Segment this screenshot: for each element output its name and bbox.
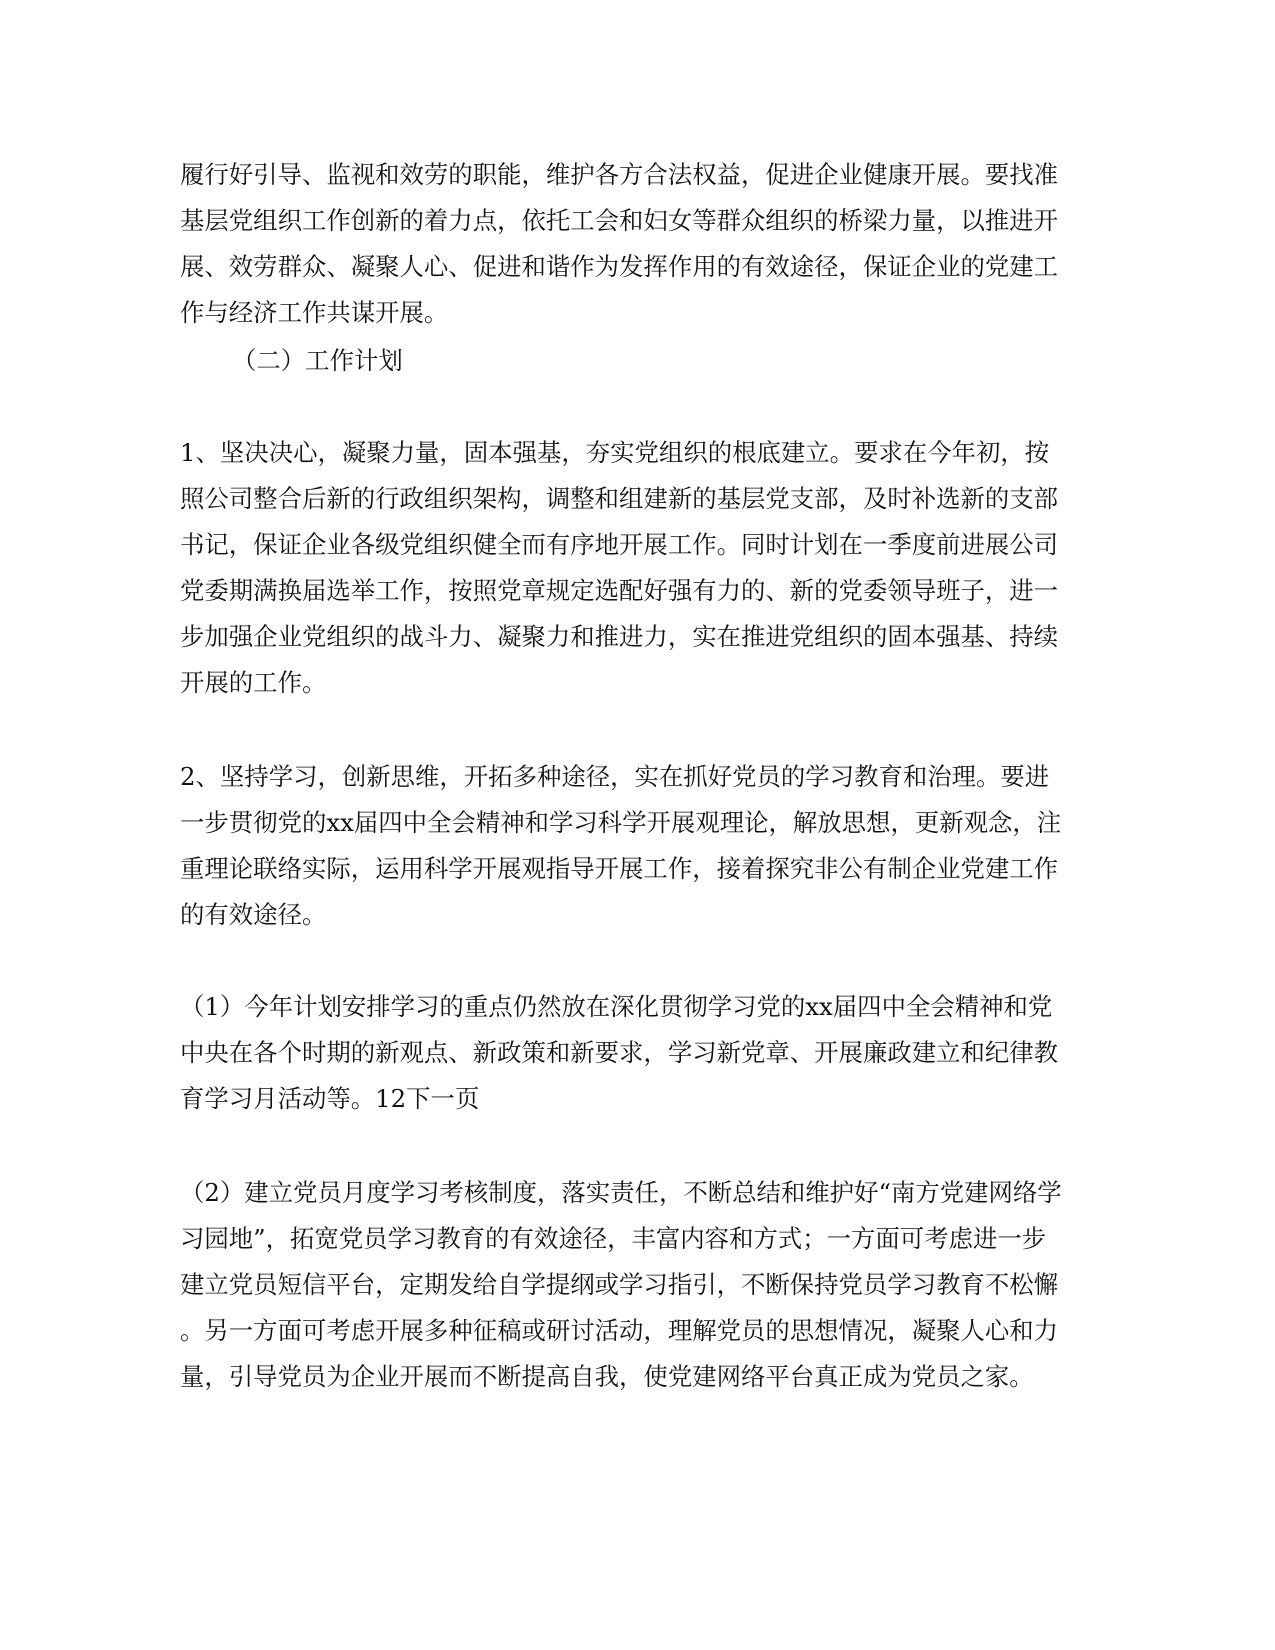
text-line: 的有效途径。 (180, 900, 327, 929)
text-line: 一步贯彻党的xx届四中全会精神和学习科学开展观理论，解放思想，更新观念，注 (180, 808, 1062, 837)
text-line: 量，引导党员为企业开展而不断提高自我，使党建网络平台真正成为党员之家。 (180, 1362, 1034, 1391)
text-line: 步加强企业党组织的战斗力、凝聚力和推进力，实在推进党组织的固本强基、持续 (180, 622, 1059, 651)
text-line: 习园地”，拓宽党员学习教育的有效途径，丰富内容和方式；一方面可考虑进一步 (180, 1224, 1047, 1253)
text-line: 展、效劳群众、凝聚人心、促进和谐作为发挥作用的有效途径，保证企业的党建工 (180, 252, 1059, 281)
text-line: 书记，保证企业各级党组织健全而有序地开展工作。同时计划在一季度前进展公司 (180, 530, 1059, 559)
text-line: 开展的工作。 (180, 668, 327, 697)
text-line: 党委期满换届选举工作，按照党章规定选配好强有力的、新的党委领导班子，进一 (180, 576, 1059, 605)
text-line: 作与经济工作共谋开展。 (180, 298, 449, 327)
text-line: （1）今年计划安排学习的重点仍然放在深化贯彻学习党的xx届四中全会精神和党 (180, 992, 1053, 1021)
section-heading: （二）工作计划 (232, 346, 403, 375)
text-line: 建立党员短信平台，定期发给自学提纲或学习指引，不断保持党员学习教育不松懈 (180, 1270, 1059, 1299)
text-line: 中央在各个时期的新观点、新政策和新要求，学习新党章、开展廉政建立和纪律教 (180, 1038, 1059, 1067)
text-line: 育学习月活动等。12下一页 (180, 1084, 480, 1113)
text-line: 。另一方面可考虑开展多种征稿或研讨活动，理解党员的思想情况，凝聚人心和力 (180, 1316, 1059, 1345)
text-line: 基层党组织工作创新的着力点，依托工会和妇女等群众组织的桥梁力量，以推进开 (180, 206, 1059, 235)
text-line: 2、坚持学习，创新思维，开拓多种途径，实在抓好党员的学习教育和治理。要进 (180, 762, 1050, 791)
text-line: 1、坚决决心，凝聚力量，固本强基，夯实党组织的根底建立。要求在今年初，按 (180, 438, 1050, 467)
text-line: 重理论联络实际，运用科学开展观指导开展工作，接着探究非公有制企业党建工作 (180, 854, 1059, 883)
text-line: 履行好引导、监视和效劳的职能，维护各方合法权益，促进企业健康开展。要找准 (180, 160, 1059, 189)
text-line: （2）建立党员月度学习考核制度，落实责任，不断总结和维护好“南方党建网络学 (180, 1178, 1062, 1207)
text-line: 照公司整合后新的行政组织架构，调整和组建新的基层党支部，及时补选新的支部 (180, 484, 1059, 513)
